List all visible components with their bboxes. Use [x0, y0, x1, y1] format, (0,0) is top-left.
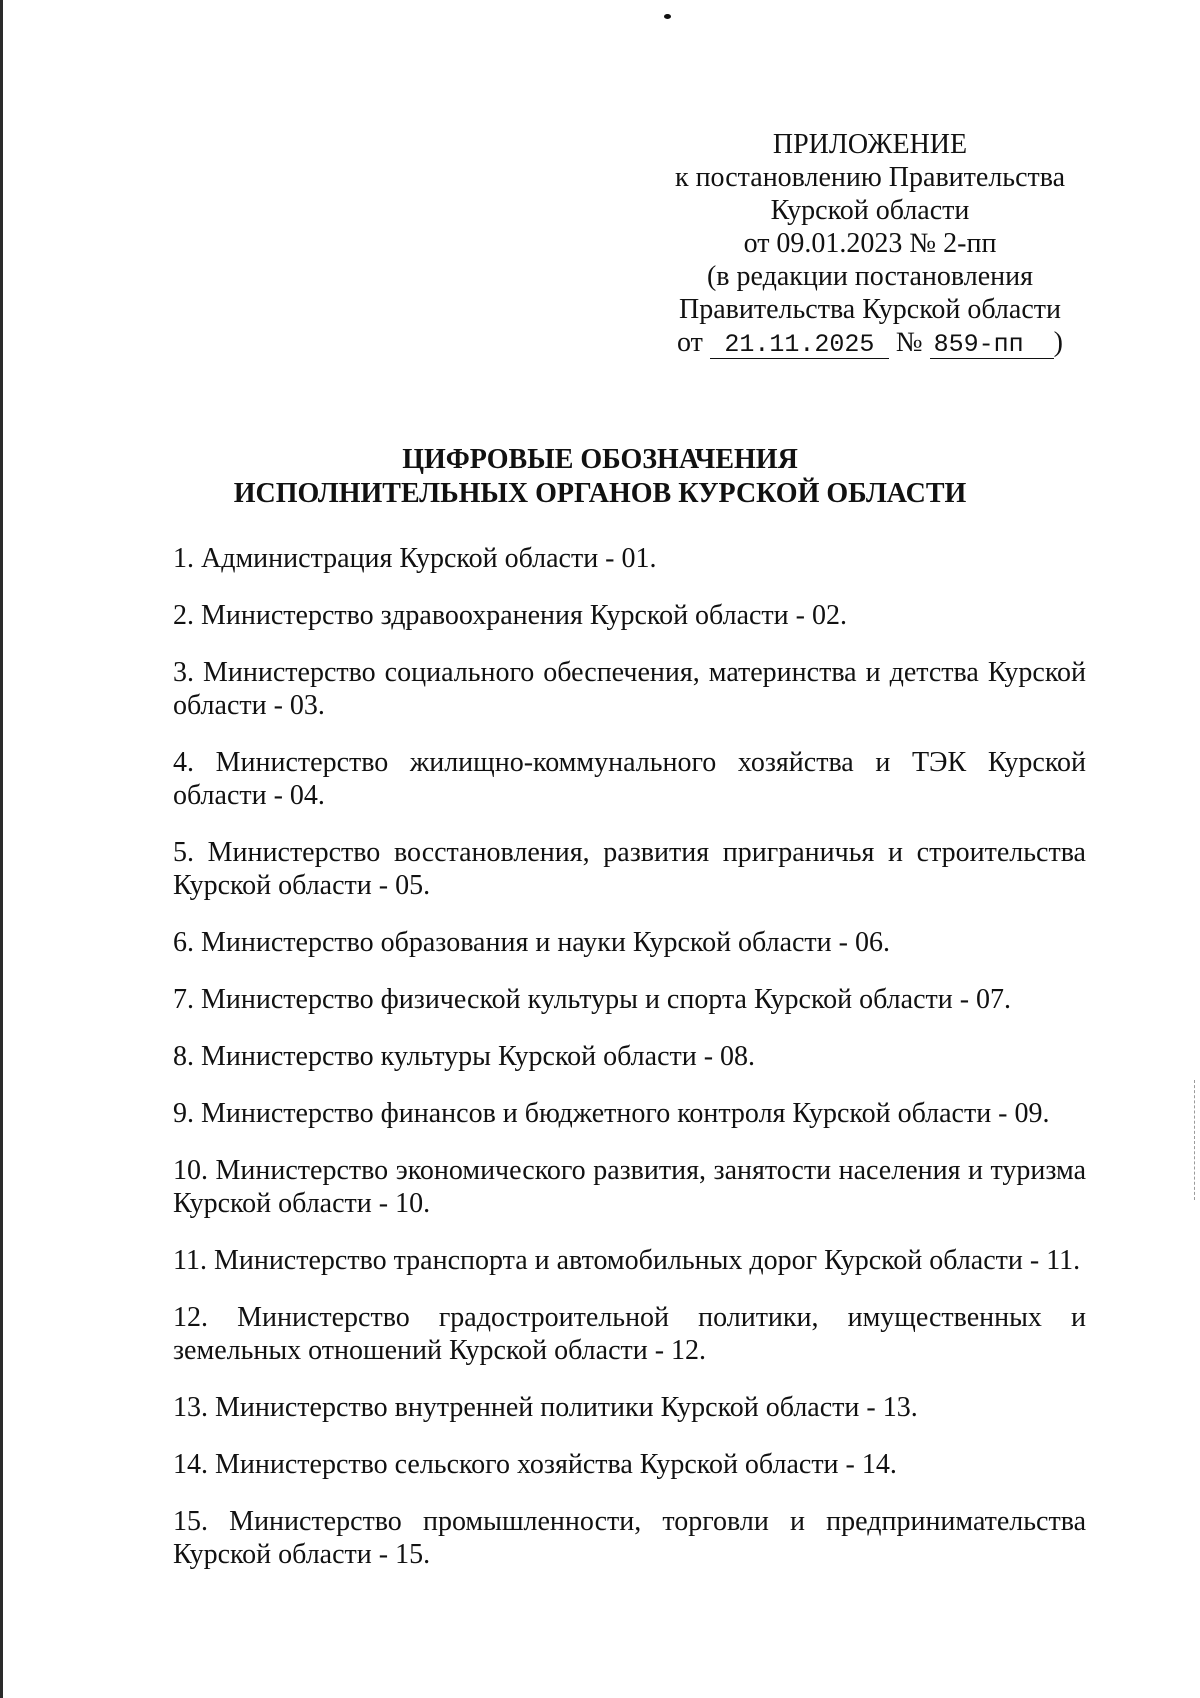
appendix-block	[640, 128, 1100, 359]
appendix-edit-line	[640, 326, 1100, 359]
document-title	[160, 443, 1040, 511]
list-item-1: 1. Администрация Курской области - 01.	[173, 543, 657, 574]
items-list	[173, 542, 1086, 1571]
list-item-7: 7. Министерство физической культуры и спорта Курской области - 07.	[173, 984, 1012, 1015]
appendix-line-3: от 09.01.2023 № 2-пп	[743, 228, 997, 259]
list-item-5: 5. Министерство восстановления, развития приграничья и строительства Курской области - 05.	[173, 837, 1086, 901]
list-item-6: 6. Министерство образования и науки Курской области - 06.	[173, 927, 890, 958]
edit-close-paren: )	[1053, 327, 1063, 358]
appendix-line-4: (в редакции постановления	[706, 261, 1034, 292]
appendix-line-5: Правительства Курской области	[679, 294, 1061, 325]
scan-speck	[664, 14, 671, 19]
list-item-8: 8. Министерство культуры Курской области - 08.	[173, 1041, 756, 1072]
appendix-line-2: Курской области	[770, 195, 970, 226]
list-item-11: 11. Министерство транспорта и автомобильных дорог Курской области - 11.	[173, 1245, 1081, 1276]
appendix-line-1: к постановлению Правительства	[674, 162, 1066, 193]
list-item-9: 9. Министерство финансов и бюджетного контроля Курской области - 09.	[173, 1098, 1050, 1129]
scan-edge-left	[0, 0, 3, 1698]
list-item-12: 12. Министерство градостроительной политики, имущественных и земельных отношений Курской области - 12.	[173, 1302, 1086, 1366]
list-item-13: 13. Министерство внутренней политики Курской области - 13.	[173, 1392, 918, 1423]
list-item-4: 4. Министерство жилищно-коммунального хозяйства и ТЭК Курской области - 04.	[173, 747, 1086, 811]
title-line-1: ЦИФРОВЫЕ ОБОЗНАЧЕНИЯ	[402, 444, 798, 475]
list-item-2: 2. Министерство здравоохранения Курской области - 02.	[173, 600, 847, 631]
list-item-10: 10. Министерство экономического развития, занятости населения и туризма Курской области - 10.	[173, 1155, 1086, 1219]
appendix-heading: ПРИЛОЖЕНИЕ	[772, 129, 968, 160]
edit-date-field: 21.11.2025	[710, 332, 889, 359]
scan-edge-right	[1194, 1080, 1196, 1200]
edit-prefix: от	[677, 327, 703, 358]
list-item-15: 15. Министерство промышленности, торговли и предпринимательства Курской области - 15.	[173, 1506, 1086, 1570]
edit-number-sign: №	[895, 327, 923, 358]
edit-number-field: 859-пп	[930, 332, 1054, 359]
list-item-3: 3. Министерство социального обеспечения, материнства и детства Курской области - 03.	[173, 657, 1086, 721]
list-item-14: 14. Министерство сельского хозяйства Курской области - 14.	[173, 1449, 897, 1480]
title-line-2: ИСПОЛНИТЕЛЬНЫХ ОРГАНОВ КУРСКОЙ ОБЛАСТИ	[233, 478, 967, 509]
